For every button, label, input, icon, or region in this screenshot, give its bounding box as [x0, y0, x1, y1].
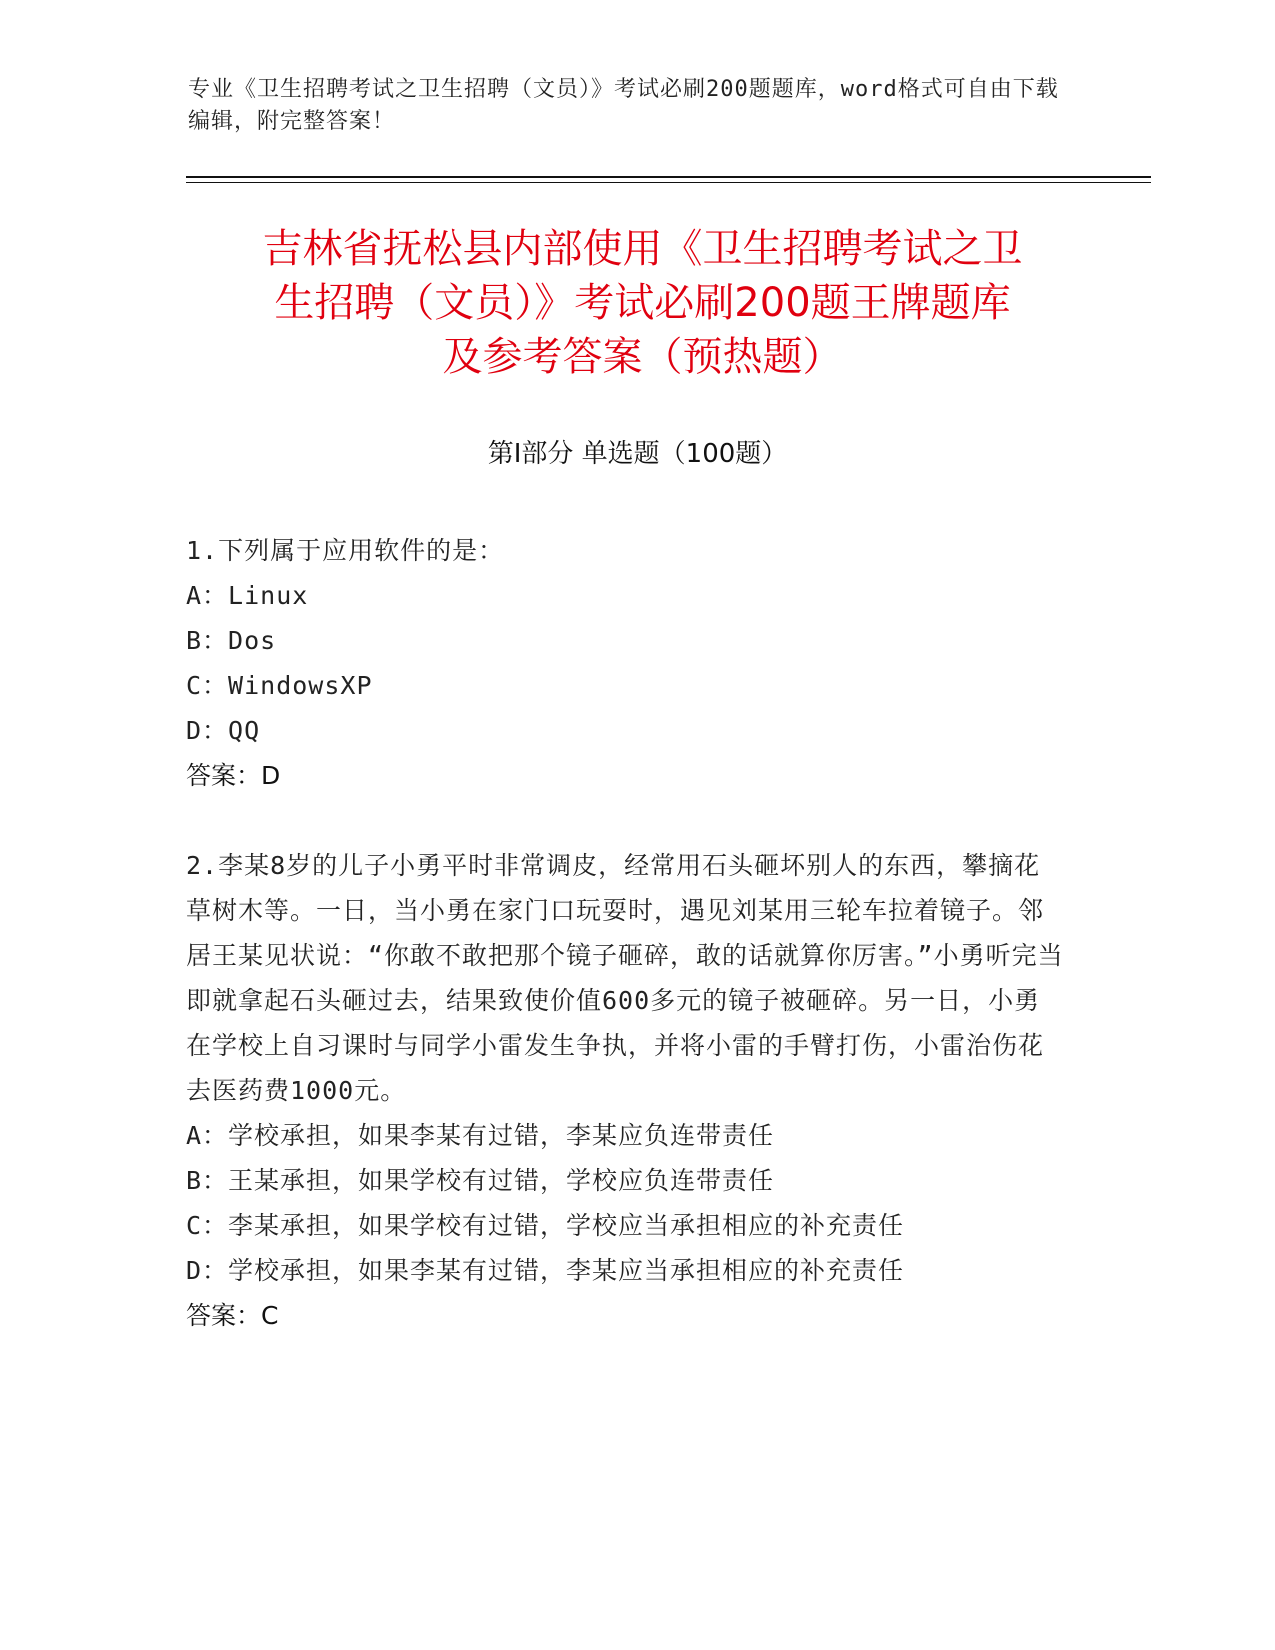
header-rule-thick: [186, 176, 1151, 178]
option-b: B：Dos: [186, 626, 277, 655]
header-note: 专业《卫生招聘考试之卫生招聘（文员）》考试必刷200题题库，word格式可自由下载编辑，附完整答案！: [188, 77, 1059, 134]
option-c: C：WindowsXP: [186, 671, 373, 700]
option-b: B：王某承担，如果学校有过错，学校应负连带责任: [186, 1166, 775, 1195]
option-d: D：QQ: [186, 716, 261, 745]
document-title: [180, 222, 1105, 384]
option-a: A：Linux: [186, 581, 309, 610]
question-1: [186, 528, 1066, 798]
question-stem: 2.李某8岁的儿子小勇平时非常调皮，经常用石头砸坏别人的东西，攀摘花草树木等。一日，当小勇在家门口玩耍时，遇见刘某用三轮车拉着镜子。邻居王某见状说：“你敢不敢把那个镜子砸碎，敢的话就算你厉害。”小勇听完当即就拿起石头砸过去，结果致使价值600多元的镜子被砸碎。另一日，小勇在学校上自习课时与同学小雷发生争执，并将小雷的手臂打伤，小雷治伤花去医药费1000元。: [186, 851, 1064, 1105]
title-line-2: 生招聘（文员）》考试必刷200题王牌题库: [274, 280, 1011, 326]
section-heading: 第Ⅰ部分 单选题（100题）: [487, 439, 788, 469]
answer-line: 答案：D: [186, 761, 281, 790]
question-2: [186, 843, 1066, 1338]
title-line-1: 吉林省抚松县内部使用《卫生招聘考试之卫: [262, 226, 1023, 272]
question-stem: 1.下列属于应用软件的是：: [186, 536, 505, 565]
header-rule-thin: [186, 182, 1151, 183]
option-a: A：学校承担，如果李某有过错，李某应负连带责任: [186, 1121, 775, 1150]
option-c: C：李某承担，如果学校有过错，学校应当承担相应的补充责任: [186, 1211, 905, 1240]
answer-line: 答案：C: [186, 1301, 279, 1330]
title-line-3: 及参考答案（预热题）: [442, 334, 843, 380]
option-d: D：学校承担，如果李某有过错，李某应当承担相应的补充责任: [186, 1256, 905, 1285]
